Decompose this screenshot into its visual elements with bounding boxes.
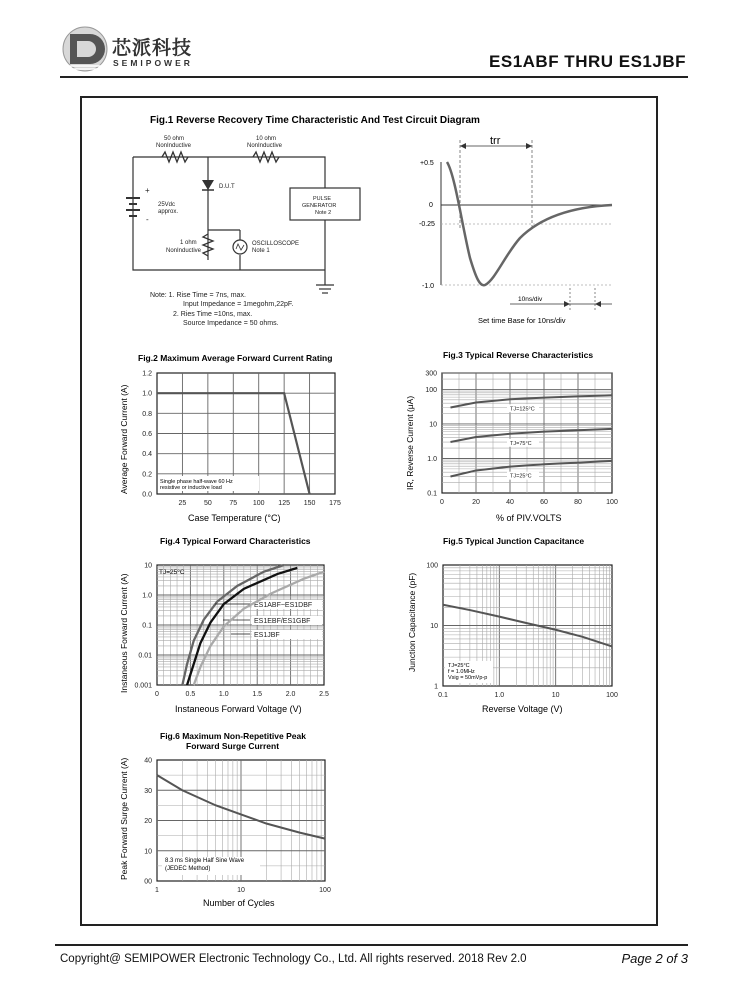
x-tick-label: 50 [203, 500, 212, 507]
fig4-title: Fig.4 Typical Forward Characteristics [160, 536, 311, 546]
y-tick-label: 1.0 [427, 455, 437, 463]
brand-name-english: SEMIPOWER [113, 58, 193, 68]
fig3-title: Fig.3 Typical Reverse Characteristics [443, 350, 594, 360]
x-tick-label: 40 [506, 499, 514, 506]
x-tick-label: 75 [229, 500, 238, 507]
fig3-plot [425, 371, 618, 507]
fig6-group [119, 731, 331, 908]
fig4-plot [134, 563, 329, 699]
r1-value: 50 ohm [164, 136, 185, 142]
x-tick-label: 1.5 [252, 691, 263, 698]
x-tick-label: 1 [155, 887, 159, 894]
y-tick-label: 1.0 [142, 390, 152, 398]
y-tick-label: 1.2 [142, 370, 152, 378]
fig3-ylabel: IR, Reverse Current (μA) [405, 395, 415, 490]
x-tick-label: 0 [440, 499, 444, 506]
fig1-title: Fig.1 Reverse Recovery Time Characteristic And Test Circuit Diagram [150, 115, 480, 126]
x-tick-label: 125 [278, 500, 290, 507]
y-tick-label: 10 [144, 848, 152, 856]
fig5-xlabel: Reverse Voltage (V) [482, 704, 563, 714]
brand-name-chinese: 芯派科技 [112, 37, 193, 59]
fig2-xlabel: Case Temperature (°C) [188, 513, 281, 523]
series-label: ES1JBF [254, 632, 280, 639]
series-label: ES1ABF~ES1DBF [254, 602, 313, 609]
x-tick-label: 0.5 [185, 691, 196, 698]
y-tick-label: 0.1 [142, 622, 152, 630]
y-tick-label: 1 [434, 683, 438, 691]
fig4-group [119, 536, 329, 714]
fig2-ylabel: Average Forward Current (A) [119, 384, 129, 494]
trr-label: trr [490, 135, 501, 147]
series-label: TJ=125°C [510, 406, 535, 413]
fig4-xlabel: Instaneous Forward Voltage (V) [175, 704, 302, 714]
note-line-2: Input Impedance = 1megohm,22pF. [183, 301, 294, 308]
fig6-note-2: (JEDEC Method) [165, 866, 211, 872]
x-tick-label: 100 [252, 500, 265, 507]
pulse-label-1: PULSE [313, 196, 332, 202]
trr-y-3: -1.0 [422, 283, 435, 290]
time-div-label: 10ns/div [518, 296, 543, 303]
fig2-group [119, 353, 341, 523]
r1-type: NonInductive [156, 143, 192, 149]
series-label: TJ=75°C [510, 440, 532, 447]
x-tick-label: 1.0 [494, 692, 505, 699]
oscilloscope-icon [233, 240, 247, 254]
copyright-text: Copyright@ SEMIPOWER Electronic Technology Co., Ltd. All rights reserved. 2018 Rev 2.0 [60, 953, 527, 965]
fig6-plot [144, 758, 331, 895]
fig2-note-2: resistive or inductive load [160, 485, 222, 491]
y-tick-label: 10 [144, 562, 152, 570]
x-tick-label: 100 [606, 499, 618, 506]
page-number: Page 2 of 3 [621, 951, 688, 966]
y-tick-label: 10 [430, 623, 438, 630]
r2-value: 10 ohm [256, 136, 277, 142]
r3-type: NonInductive [166, 248, 202, 254]
y-tick-label: 40 [144, 757, 152, 765]
fig6-xlabel: Number of Cycles [203, 898, 275, 908]
fig5-note-1: TJ=25°C [448, 663, 470, 669]
x-tick-label: 175 [329, 500, 341, 507]
y-tick-label: 0.01 [138, 652, 152, 660]
x-tick-label: 80 [574, 499, 582, 506]
fig5-title: Fig.5 Typical Junction Capacitance [443, 536, 585, 546]
x-tick-label: 10 [237, 887, 245, 894]
fig4-ylabel: Instaneous Forward Current (A) [119, 573, 129, 693]
y-tick-label: 100 [425, 386, 437, 394]
x-tick-label: 2.0 [285, 691, 296, 698]
source-plus: + [145, 186, 150, 195]
series-label: TJ=25°C [510, 473, 532, 480]
trr-waveform [419, 135, 612, 325]
x-tick-label: 1.0 [218, 691, 229, 698]
pulse-label-2: GENERATOR [302, 203, 337, 209]
r2-type: NonInductive [247, 143, 283, 149]
y-tick-label: 0.1 [427, 490, 437, 498]
x-tick-label: 10 [551, 692, 560, 699]
y-tick-label: 0.0 [142, 491, 152, 499]
fig2-note-1: Single phase half-wave 60 Hz [160, 479, 233, 485]
y-tick-label: 20 [144, 818, 152, 825]
series-label: ES1EBF/ES1GBF [254, 618, 311, 625]
dut-diode-icon [202, 180, 214, 190]
y-tick-label: 30 [144, 787, 152, 795]
y-tick-label: 100 [426, 562, 438, 570]
note-line-3: 2. Ries Time =10ns, max. [173, 311, 253, 318]
fig6-title-2: Forward Surge Current [186, 741, 280, 751]
x-tick-label: 150 [303, 500, 316, 507]
trr-y-2: -0.25 [419, 221, 435, 228]
x-tick-label: 100 [319, 887, 331, 894]
dut-label: D.U.T [219, 184, 235, 190]
note-line-4: Source Impedance = 50 ohms. [183, 320, 279, 327]
fig5-ylabel: Junction Capacitance (pF) [407, 572, 417, 672]
fig4-tj: TJ=25°C [159, 569, 185, 576]
y-tick-label: 1.0 [142, 592, 152, 600]
y-tick-label: 00 [144, 878, 152, 886]
source-minus: - [146, 215, 149, 224]
source-approx: approx. [158, 209, 179, 215]
note-line-1: Note: 1. Rise Time = 7ns, max. [150, 292, 246, 299]
y-tick-label: 0.6 [142, 431, 152, 438]
fig5-group [407, 536, 618, 714]
pulse-label-3: Note 2 [315, 210, 332, 216]
fig3-xlabel: % of PIV.VOLTS [496, 513, 562, 523]
trr-y-0: +0.5 [420, 160, 434, 167]
osc-label-2: Note 1 [252, 248, 270, 254]
fig5-note-2: f = 1.0MHz [448, 669, 475, 675]
y-tick-label: 0.2 [142, 471, 152, 479]
y-tick-label: 300 [425, 370, 437, 378]
fig6-title-1: Fig.6 Maximum Non-Repetitive Peak [160, 731, 306, 741]
x-tick-label: 0.1 [438, 692, 448, 699]
document-title: ES1ABF THRU ES1JBF [489, 52, 686, 71]
x-tick-label: 25 [178, 500, 187, 507]
y-tick-label: 0.8 [142, 410, 152, 418]
trr-y-1: 0 [429, 202, 433, 209]
fig6-ylabel: Peak Forward Surge Current (A) [119, 757, 129, 880]
fig2-title: Fig.2 Maximum Average Forward Current Rating [138, 353, 333, 363]
trr-caption: Set time Base for 10ns/div [478, 316, 566, 325]
osc-label-1: OSCILLOSCOPE [252, 241, 300, 247]
x-tick-label: 60 [540, 499, 548, 506]
source-voltage: 25Vdc [158, 202, 176, 208]
fig5-note-3: Vsig = 50mVp-p [448, 675, 488, 681]
test-circuit [126, 152, 337, 293]
y-tick-label: 0.4 [142, 451, 152, 459]
fig6-note-1: 8.3 ms Single Half Sine Wave [165, 858, 245, 864]
fig1-group [126, 115, 612, 327]
x-tick-label: 0 [155, 691, 159, 698]
footer-divider [55, 944, 688, 946]
x-tick-label: 2.5 [319, 691, 329, 698]
x-tick-label: 20 [472, 499, 480, 506]
r3-value: 1 ohm [180, 240, 197, 246]
x-tick-label: 100 [606, 692, 618, 699]
y-tick-label: 10 [429, 421, 437, 429]
fig3-group [405, 350, 618, 523]
y-tick-label: 0.001 [134, 682, 152, 690]
